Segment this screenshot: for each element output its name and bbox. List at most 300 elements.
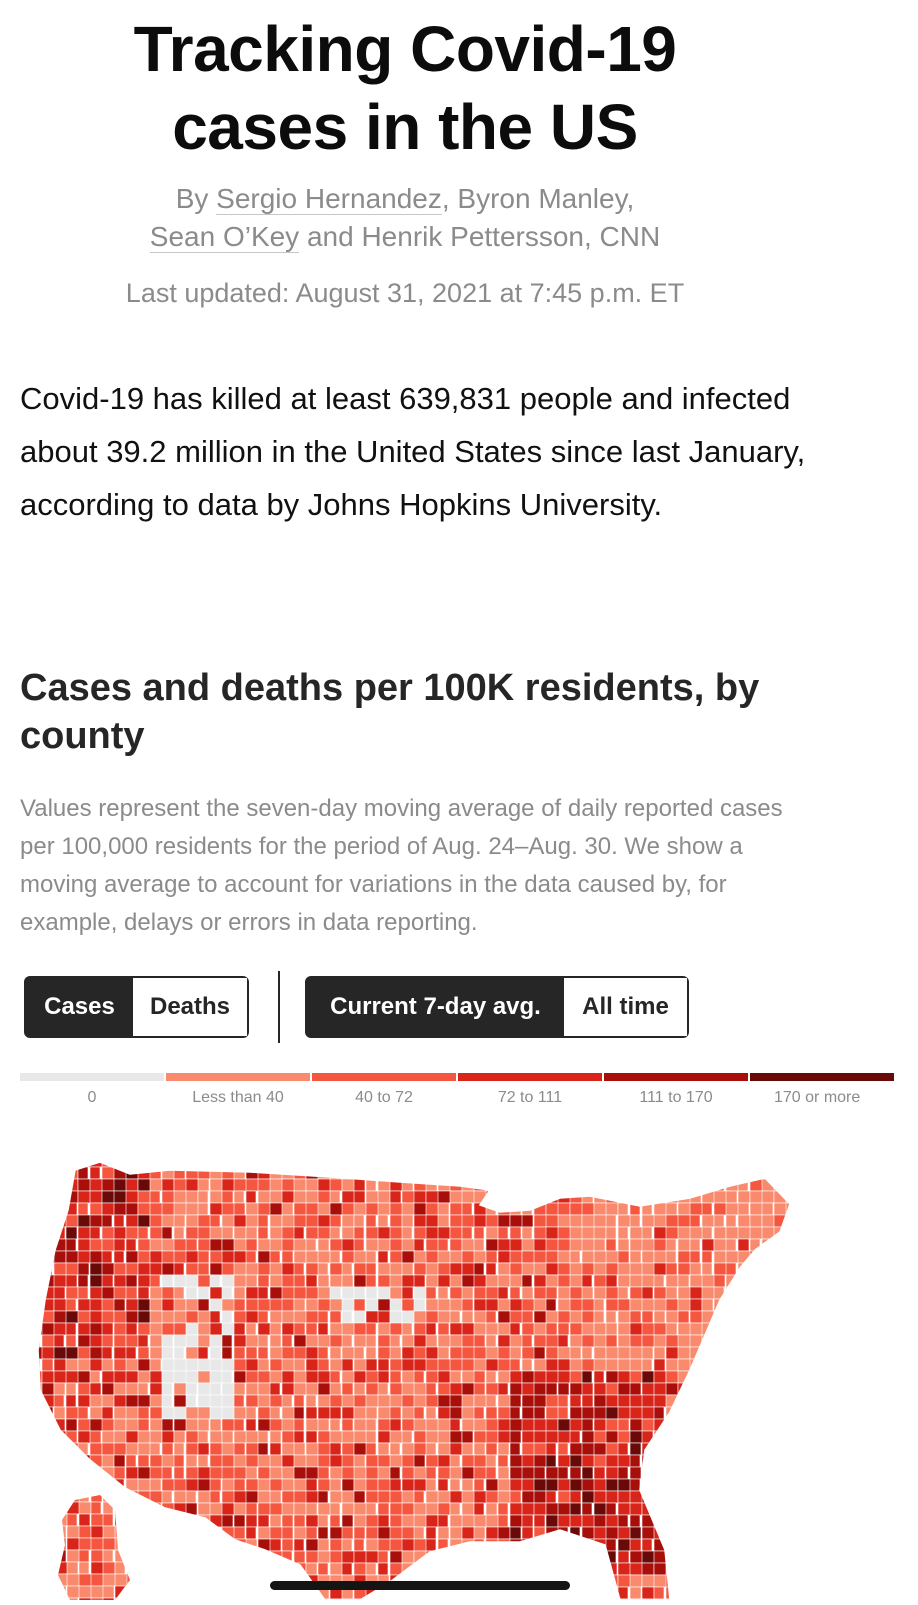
county-shape[interactable]: [558, 1563, 572, 1575]
county-shape[interactable]: [42, 1227, 54, 1239]
county-shape[interactable]: [714, 1515, 725, 1527]
county-shape[interactable]: [318, 1263, 328, 1275]
county-shape[interactable]: [162, 1311, 175, 1323]
county-shape[interactable]: [546, 1311, 558, 1323]
county-shape[interactable]: [762, 1347, 773, 1359]
county-shape[interactable]: [162, 1407, 175, 1419]
county-shape[interactable]: [702, 1299, 713, 1311]
county-shape[interactable]: [702, 1167, 713, 1179]
county-shape[interactable]: [618, 1551, 629, 1563]
county-shape[interactable]: [450, 1599, 463, 1605]
county-shape[interactable]: [402, 1431, 412, 1443]
county-shape[interactable]: [390, 1515, 402, 1527]
county-shape[interactable]: [54, 1443, 69, 1455]
county-shape[interactable]: [738, 1335, 751, 1347]
county-shape[interactable]: [522, 1275, 532, 1287]
county-shape[interactable]: [198, 1191, 208, 1203]
county-shape[interactable]: [54, 1191, 64, 1203]
county-shape[interactable]: [738, 1215, 750, 1227]
county-shape[interactable]: [606, 1383, 618, 1395]
county-shape[interactable]: [210, 1299, 222, 1311]
county-shape[interactable]: [234, 1395, 244, 1407]
county-shape[interactable]: [42, 1155, 53, 1167]
county-shape[interactable]: [150, 1479, 161, 1491]
county-shape[interactable]: [426, 1203, 439, 1215]
county-shape[interactable]: [174, 1587, 187, 1599]
county-shape[interactable]: [654, 1587, 664, 1599]
county-shape[interactable]: [618, 1155, 633, 1167]
county-shape[interactable]: [726, 1251, 739, 1263]
county-shape[interactable]: [186, 1455, 197, 1467]
county-shape[interactable]: [102, 1251, 112, 1263]
county-shape[interactable]: [702, 1347, 713, 1359]
county-shape[interactable]: [414, 1515, 427, 1527]
county-shape[interactable]: [198, 1263, 209, 1275]
county-shape[interactable]: [66, 1347, 78, 1359]
county-shape[interactable]: [30, 1539, 45, 1551]
county-shape[interactable]: [570, 1251, 580, 1263]
county-shape[interactable]: [390, 1311, 402, 1323]
county-shape[interactable]: [54, 1251, 66, 1263]
county-shape[interactable]: [162, 1455, 175, 1467]
county-shape[interactable]: [30, 1455, 45, 1467]
county-shape[interactable]: [462, 1431, 473, 1443]
county-shape[interactable]: [786, 1311, 798, 1323]
county-shape[interactable]: [714, 1383, 726, 1395]
county-shape[interactable]: [498, 1275, 510, 1287]
county-shape[interactable]: [750, 1155, 763, 1167]
county-shape[interactable]: [270, 1527, 282, 1539]
county-shape[interactable]: [378, 1275, 391, 1287]
county-shape[interactable]: [330, 1527, 343, 1539]
county-shape[interactable]: [654, 1551, 666, 1563]
county-shape[interactable]: [354, 1371, 366, 1383]
county-shape[interactable]: [738, 1203, 749, 1215]
county-shape[interactable]: [378, 1311, 390, 1323]
county-shape[interactable]: [66, 1251, 79, 1263]
county-shape[interactable]: [798, 1587, 811, 1599]
county-shape[interactable]: [606, 1503, 616, 1515]
county-shape[interactable]: [366, 1443, 376, 1455]
county-shape[interactable]: [114, 1431, 126, 1443]
county-shape[interactable]: [378, 1491, 390, 1503]
county-shape[interactable]: [114, 1227, 126, 1239]
county-shape[interactable]: [282, 1395, 292, 1407]
county-shape[interactable]: [30, 1299, 44, 1311]
county-shape[interactable]: [114, 1491, 126, 1503]
county-shape[interactable]: [378, 1503, 389, 1515]
county-shape[interactable]: [234, 1179, 247, 1191]
county-shape[interactable]: [30, 1215, 44, 1227]
county-shape[interactable]: [762, 1371, 775, 1383]
county-shape[interactable]: [582, 1155, 594, 1167]
county-shape[interactable]: [546, 1491, 556, 1503]
county-shape[interactable]: [570, 1155, 583, 1167]
county-shape[interactable]: [127, 1586, 138, 1598]
county-shape[interactable]: [450, 1155, 463, 1167]
county-shape[interactable]: [390, 1191, 401, 1203]
county-shape[interactable]: [486, 1323, 498, 1335]
county-shape[interactable]: [78, 1275, 88, 1287]
county-shape[interactable]: [726, 1587, 738, 1599]
county-shape[interactable]: [90, 1311, 103, 1323]
county-shape[interactable]: [102, 1299, 115, 1311]
county-shape[interactable]: [690, 1467, 702, 1479]
county-shape[interactable]: [798, 1575, 812, 1587]
county-shape[interactable]: [138, 1587, 150, 1599]
county-shape[interactable]: [474, 1479, 484, 1491]
county-shape[interactable]: [522, 1527, 533, 1539]
county-shape[interactable]: [582, 1371, 592, 1383]
county-shape[interactable]: [474, 1563, 487, 1575]
county-shape[interactable]: [630, 1215, 640, 1227]
county-shape[interactable]: [786, 1239, 797, 1251]
county-shape[interactable]: [42, 1383, 54, 1395]
county-shape[interactable]: [222, 1335, 232, 1347]
county-shape[interactable]: [102, 1311, 114, 1323]
county-shape[interactable]: [318, 1371, 330, 1383]
county-shape[interactable]: [294, 1599, 308, 1605]
county-shape[interactable]: [402, 1347, 415, 1359]
county-shape[interactable]: [714, 1347, 728, 1359]
county-shape[interactable]: [570, 1431, 580, 1443]
county-shape[interactable]: [66, 1419, 77, 1431]
county-shape[interactable]: [690, 1227, 703, 1239]
county-shape[interactable]: [462, 1215, 475, 1227]
county-shape[interactable]: [294, 1395, 304, 1407]
county-shape[interactable]: [270, 1251, 280, 1263]
county-shape[interactable]: [210, 1455, 223, 1467]
county-shape[interactable]: [714, 1407, 727, 1419]
county-shape[interactable]: [498, 1503, 508, 1515]
county-shape[interactable]: [786, 1539, 799, 1551]
county-shape[interactable]: [714, 1395, 729, 1407]
county-shape[interactable]: [762, 1443, 773, 1455]
county-shape[interactable]: [594, 1227, 606, 1239]
county-shape[interactable]: [222, 1575, 234, 1587]
county-shape[interactable]: [138, 1299, 150, 1311]
county-shape[interactable]: [630, 1263, 643, 1275]
county-shape[interactable]: [462, 1203, 472, 1215]
county-shape[interactable]: [678, 1527, 691, 1539]
county-shape[interactable]: [522, 1563, 533, 1575]
county-shape[interactable]: [582, 1383, 593, 1395]
county-shape[interactable]: [654, 1563, 667, 1575]
county-shape[interactable]: [642, 1167, 656, 1179]
county-shape[interactable]: [306, 1491, 318, 1503]
county-shape[interactable]: [714, 1503, 727, 1515]
county-shape[interactable]: [115, 1586, 129, 1598]
county-shape[interactable]: [270, 1311, 282, 1323]
county-shape[interactable]: [678, 1179, 692, 1191]
county-shape[interactable]: [510, 1407, 520, 1419]
county-shape[interactable]: [414, 1335, 427, 1347]
county-shape[interactable]: [103, 1562, 115, 1574]
county-shape[interactable]: [258, 1443, 268, 1455]
county-shape[interactable]: [378, 1239, 390, 1251]
county-shape[interactable]: [666, 1275, 678, 1287]
county-shape[interactable]: [666, 1179, 681, 1191]
county-shape[interactable]: [786, 1263, 797, 1275]
county-shape[interactable]: [438, 1383, 451, 1395]
county-shape[interactable]: [726, 1599, 739, 1605]
county-shape[interactable]: [162, 1395, 172, 1407]
county-shape[interactable]: [642, 1311, 653, 1323]
county-shape[interactable]: [594, 1491, 607, 1503]
county-shape[interactable]: [642, 1371, 654, 1383]
county-shape[interactable]: [186, 1575, 201, 1587]
county-shape[interactable]: [774, 1239, 789, 1251]
county-shape[interactable]: [726, 1359, 741, 1371]
county-shape[interactable]: [234, 1551, 245, 1563]
county-shape[interactable]: [438, 1215, 449, 1227]
county-shape[interactable]: [234, 1407, 246, 1419]
county-shape[interactable]: [378, 1203, 390, 1215]
county-shape[interactable]: [570, 1239, 583, 1251]
county-shape[interactable]: [78, 1407, 88, 1419]
county-shape[interactable]: [342, 1455, 354, 1467]
county-shape[interactable]: [546, 1359, 558, 1371]
county-shape[interactable]: [114, 1263, 126, 1275]
county-shape[interactable]: [582, 1251, 594, 1263]
county-shape[interactable]: [798, 1191, 810, 1203]
county-shape[interactable]: [726, 1395, 738, 1407]
county-shape[interactable]: [138, 1515, 152, 1527]
county-shape[interactable]: [138, 1227, 148, 1239]
county-shape[interactable]: [150, 1203, 163, 1215]
county-shape[interactable]: [414, 1275, 425, 1287]
county-shape[interactable]: [366, 1359, 377, 1371]
county-shape[interactable]: [618, 1371, 631, 1383]
county-shape[interactable]: [198, 1203, 208, 1215]
county-shape[interactable]: [102, 1191, 115, 1203]
county-shape[interactable]: [690, 1239, 700, 1251]
county-shape[interactable]: [174, 1419, 187, 1431]
county-shape[interactable]: [462, 1467, 474, 1479]
county-shape[interactable]: [126, 1383, 138, 1395]
county-shape[interactable]: [606, 1335, 617, 1347]
county-shape[interactable]: [282, 1431, 294, 1443]
county-shape[interactable]: [210, 1191, 222, 1203]
county-shape[interactable]: [786, 1587, 796, 1599]
county-shape[interactable]: [726, 1491, 736, 1503]
county-shape[interactable]: [570, 1599, 581, 1605]
county-shape[interactable]: [606, 1455, 619, 1467]
county-shape[interactable]: [582, 1167, 593, 1179]
county-shape[interactable]: [55, 1550, 66, 1562]
county-shape[interactable]: [330, 1503, 340, 1515]
county-shape[interactable]: [618, 1515, 628, 1527]
county-shape[interactable]: [282, 1227, 295, 1239]
county-shape[interactable]: [294, 1359, 305, 1371]
county-shape[interactable]: [786, 1467, 796, 1479]
county-shape[interactable]: [366, 1503, 376, 1515]
county-shape[interactable]: [690, 1479, 704, 1491]
county-shape[interactable]: [702, 1515, 712, 1527]
county-shape[interactable]: [210, 1275, 220, 1287]
county-shape[interactable]: [138, 1503, 152, 1515]
county-shape[interactable]: [318, 1155, 333, 1167]
county-shape[interactable]: [726, 1419, 740, 1431]
county-shape[interactable]: [714, 1227, 726, 1239]
county-shape[interactable]: [186, 1359, 198, 1371]
county-shape[interactable]: [378, 1347, 391, 1359]
county-shape[interactable]: [750, 1275, 761, 1287]
county-shape[interactable]: [450, 1419, 460, 1431]
county-shape[interactable]: [91, 1490, 102, 1502]
county-shape[interactable]: [762, 1215, 774, 1227]
county-shape[interactable]: [115, 1562, 125, 1574]
county-shape[interactable]: [462, 1563, 474, 1575]
county-shape[interactable]: [378, 1551, 388, 1563]
county-shape[interactable]: [534, 1191, 545, 1203]
county-shape[interactable]: [642, 1227, 652, 1239]
county-shape[interactable]: [30, 1515, 42, 1527]
county-shape[interactable]: [366, 1395, 379, 1407]
county-shape[interactable]: [42, 1479, 55, 1491]
county-shape[interactable]: [606, 1203, 618, 1215]
county-shape[interactable]: [438, 1203, 449, 1215]
county-shape[interactable]: [678, 1551, 688, 1563]
county-shape[interactable]: [438, 1347, 449, 1359]
county-shape[interactable]: [702, 1371, 712, 1383]
county-shape[interactable]: [162, 1275, 173, 1287]
county-shape[interactable]: [594, 1371, 604, 1383]
county-shape[interactable]: [414, 1395, 427, 1407]
county-shape[interactable]: [618, 1263, 631, 1275]
county-shape[interactable]: [582, 1203, 594, 1215]
county-shape[interactable]: [54, 1431, 66, 1443]
county-shape[interactable]: [42, 1179, 55, 1191]
county-shape[interactable]: [330, 1275, 342, 1287]
county-shape[interactable]: [498, 1179, 511, 1191]
county-shape[interactable]: [570, 1491, 581, 1503]
county-shape[interactable]: [750, 1359, 765, 1371]
county-shape[interactable]: [654, 1371, 666, 1383]
county-shape[interactable]: [786, 1347, 799, 1359]
county-shape[interactable]: [354, 1299, 365, 1311]
county-shape[interactable]: [222, 1287, 232, 1299]
county-shape[interactable]: [642, 1419, 654, 1431]
county-shape[interactable]: [738, 1431, 749, 1443]
county-shape[interactable]: [762, 1407, 773, 1419]
county-shape[interactable]: [462, 1551, 473, 1563]
county-shape[interactable]: [126, 1335, 138, 1347]
county-shape[interactable]: [606, 1347, 619, 1359]
county-shape[interactable]: [246, 1275, 257, 1287]
county-shape[interactable]: [426, 1323, 436, 1335]
county-shape[interactable]: [282, 1359, 295, 1371]
county-shape[interactable]: [138, 1287, 149, 1299]
county-shape[interactable]: [90, 1371, 100, 1383]
county-shape[interactable]: [270, 1359, 283, 1371]
county-shape[interactable]: [774, 1371, 786, 1383]
county-shape[interactable]: [162, 1539, 176, 1551]
county-shape[interactable]: [618, 1179, 632, 1191]
county-shape[interactable]: [486, 1395, 496, 1407]
county-shape[interactable]: [390, 1155, 401, 1167]
county-shape[interactable]: [162, 1587, 173, 1599]
county-shape[interactable]: [450, 1431, 462, 1443]
county-shape[interactable]: [174, 1215, 185, 1227]
county-shape[interactable]: [79, 1562, 89, 1574]
county-shape[interactable]: [678, 1467, 690, 1479]
county-shape[interactable]: [750, 1599, 762, 1605]
county-shape[interactable]: [690, 1203, 703, 1215]
county-shape[interactable]: [162, 1227, 172, 1239]
county-shape[interactable]: [342, 1539, 352, 1551]
county-shape[interactable]: [798, 1179, 808, 1191]
county-shape[interactable]: [222, 1263, 235, 1275]
county-shape[interactable]: [738, 1515, 748, 1527]
county-shape[interactable]: [510, 1491, 521, 1503]
county-shape[interactable]: [450, 1371, 461, 1383]
county-shape[interactable]: [354, 1407, 366, 1419]
county-shape[interactable]: [438, 1479, 448, 1491]
county-shape[interactable]: [558, 1239, 571, 1251]
county-shape[interactable]: [354, 1215, 364, 1227]
county-shape[interactable]: [486, 1347, 499, 1359]
county-shape[interactable]: [138, 1215, 150, 1227]
county-shape[interactable]: [414, 1599, 427, 1605]
county-shape[interactable]: [66, 1275, 77, 1287]
county-shape[interactable]: [66, 1299, 76, 1311]
county-shape[interactable]: [510, 1515, 522, 1527]
county-shape[interactable]: [366, 1515, 379, 1527]
county-shape[interactable]: [162, 1359, 175, 1371]
county-shape[interactable]: [30, 1251, 41, 1263]
county-shape[interactable]: [678, 1587, 690, 1599]
county-shape[interactable]: [498, 1563, 513, 1575]
county-shape[interactable]: [474, 1515, 487, 1527]
county-shape[interactable]: [654, 1407, 664, 1419]
county-shape[interactable]: [127, 1574, 138, 1586]
county-shape[interactable]: [42, 1359, 53, 1371]
county-shape[interactable]: [234, 1323, 245, 1335]
county-shape[interactable]: [606, 1395, 618, 1407]
county-shape[interactable]: [282, 1563, 292, 1575]
county-shape[interactable]: [174, 1155, 189, 1167]
county-shape[interactable]: [306, 1527, 317, 1539]
county-shape[interactable]: [534, 1323, 546, 1335]
county-shape[interactable]: [198, 1347, 208, 1359]
county-shape[interactable]: [42, 1239, 56, 1251]
county-shape[interactable]: [186, 1527, 199, 1539]
county-shape[interactable]: [750, 1563, 765, 1575]
county-shape[interactable]: [774, 1287, 787, 1299]
county-shape[interactable]: [498, 1227, 508, 1239]
county-shape[interactable]: [798, 1563, 812, 1575]
county-shape[interactable]: [258, 1227, 268, 1239]
county-shape[interactable]: [438, 1527, 449, 1539]
county-shape[interactable]: [258, 1599, 273, 1605]
county-shape[interactable]: [474, 1239, 484, 1251]
county-shape[interactable]: [294, 1227, 304, 1239]
county-shape[interactable]: [150, 1443, 160, 1455]
county-shape[interactable]: [654, 1347, 665, 1359]
county-shape[interactable]: [234, 1587, 249, 1599]
county-shape[interactable]: [186, 1299, 199, 1311]
county-shape[interactable]: [714, 1443, 724, 1455]
county-shape[interactable]: [630, 1431, 643, 1443]
county-shape[interactable]: [630, 1539, 641, 1551]
county-shape[interactable]: [690, 1503, 700, 1515]
county-shape[interactable]: [426, 1167, 439, 1179]
county-shape[interactable]: [30, 1395, 42, 1407]
county-shape[interactable]: [222, 1515, 233, 1527]
county-shape[interactable]: [30, 1419, 43, 1431]
county-shape[interactable]: [570, 1455, 582, 1467]
